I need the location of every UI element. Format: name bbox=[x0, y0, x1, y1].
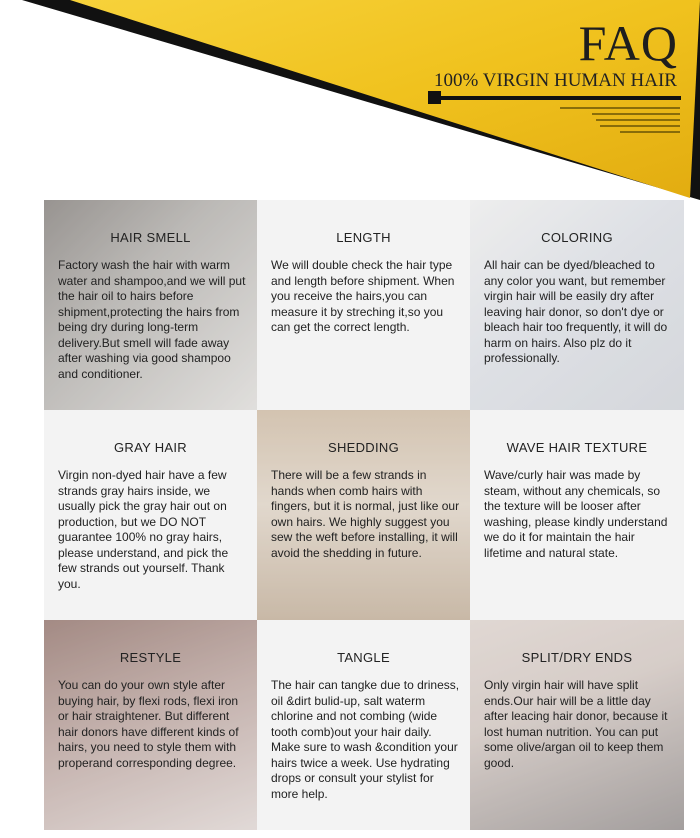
faq-card-title: WAVE HAIR TEXTURE bbox=[506, 440, 648, 455]
faq-card-title: GRAY HAIR bbox=[113, 440, 187, 455]
faq-card-hair-smell bbox=[44, 200, 257, 410]
page-subtitle: 100% VIRGIN HUMAN HAIR bbox=[434, 70, 677, 91]
faq-card-text: Factory wash the hair with warm water and shampoo,and we will put the hair oil to hairs before shipment,protecting the hairs from being dry during long-term delivery.But smell will fade away after washing via good shampoo and conditioner. bbox=[58, 258, 246, 381]
faq-card-text: You can do your own style after buying hair, by flexi rods, flexi iron or hair straightener. But different hair donors have different kinds of hairs, you need to style them with properand corresponding degree. bbox=[58, 678, 239, 770]
faq-card-tangle bbox=[257, 620, 470, 830]
faq-card-title: SPLIT/DRY ENDS bbox=[521, 650, 633, 665]
faq-card-title: TANGLE bbox=[337, 650, 390, 665]
faq-grid bbox=[44, 200, 684, 830]
faq-card-text: Only virgin hair will have split ends.Our hair will be a little day after leacing hair donor, because it lost human nutrition. You can put some olive/argan oil to keep them good. bbox=[484, 678, 668, 770]
faq-card-text: Wave/curly hair was made by steam, without any chemicals, so the texture will be looser after washing, please kindly understand we do it for maintain the hair lifetime and natural state. bbox=[484, 468, 668, 560]
faq-card-title: LENGTH bbox=[336, 230, 391, 245]
page-title: FAQ bbox=[578, 15, 678, 71]
faq-card-text: Virgin non-dyed hair have a few strands gray hairs inside, we usually pick the gray hair out on production, but we DO NOT guarantee 100% no gray hairs, please understand, and pick the few strands out yourself. Thank you. bbox=[58, 468, 229, 591]
faq-card-shedding bbox=[257, 410, 470, 620]
faq-card-text: There will be a few strands in hands when comb hairs with fingers, but it is normal, just like our own hairs. We highly suggest you sew the weft before installing, it will avoid the shedding in future. bbox=[271, 468, 460, 560]
faq-card-split-dry-ends bbox=[470, 620, 684, 830]
faq-card-title: RESTYLE bbox=[119, 650, 182, 665]
faq-card-coloring bbox=[470, 200, 684, 410]
faq-card-gray-hair bbox=[44, 410, 257, 620]
faq-card-length bbox=[257, 200, 470, 410]
header-square-marker bbox=[428, 91, 441, 104]
faq-card-restyle bbox=[44, 620, 257, 830]
header-rule-line bbox=[441, 96, 681, 100]
faq-card-text: All hair can be dyed/bleached to any color you want, but remember virgin hair will be easily dry after leaving hair donor, so don't dye or bleach hair too frequently, it will do harm on hairs. Also plz do it professionally. bbox=[484, 258, 668, 365]
faq-card-title: SHEDDING bbox=[327, 440, 400, 455]
faq-card-text: The hair can tangke due to driness, oil &dirt bulid-up, salt waterm chlorine and not combing (wide tooth comb)out your hair daily. Make sure to wash &condition your hairs twice a week. Use hydrating drops or consult your stylist for more help. bbox=[271, 678, 460, 801]
faq-card-title: HAIR SMELL bbox=[110, 230, 191, 245]
faq-header bbox=[0, 0, 700, 200]
faq-card-wave-hair-texture bbox=[470, 410, 684, 620]
faq-card-title: COLORING bbox=[541, 230, 613, 245]
faq-card-text: We will double check the hair type and length before shipment. When you receive the hairs,you can measure it by streching it,so you can get the correct length. bbox=[271, 258, 455, 334]
